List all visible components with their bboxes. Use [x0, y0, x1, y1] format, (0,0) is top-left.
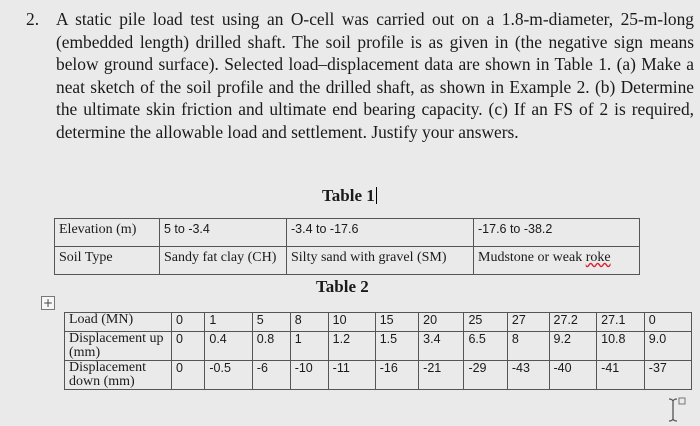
table-cell[interactable]: 6.5 [464, 332, 507, 361]
row-label[interactable]: Displacement down (mm) [65, 361, 172, 390]
table-cell[interactable]: 1.2 [328, 332, 375, 361]
table-cell[interactable]: 1.5 [375, 332, 418, 361]
table-cell[interactable]: 20 [419, 313, 464, 332]
table-cell[interactable]: -21 [419, 361, 464, 390]
table-cell[interactable]: 25 [464, 313, 507, 332]
table-cell[interactable]: 27 [507, 313, 549, 332]
table-cell[interactable]: 8 [507, 332, 549, 361]
table-move-handle-icon[interactable]: + [42, 296, 54, 310]
problem-number: 2. [26, 9, 40, 29]
table-cell[interactable]: 0 [172, 332, 205, 361]
problem-text[interactable]: A static pile load test using an O-cell was carried out on a 1.8-m-diameter, 25-m-long (embedded length) drilled shaft. The soil profile is as given in (the negative sign means below ground surface). Selected load–displacement data are shown in Table 1. (a) Make a neat sketch of the soil profile and the drilled shaft, as shown in Example 2. (b) Determine the ultimate skin friction and ultimate end bearing capacity. (c) If an FS of 2 is required, determine the allowable load and settlement. Justify your answers. [56, 9, 694, 142]
table-cell[interactable]: 1 [290, 332, 328, 361]
table-cell[interactable] [474, 247, 640, 275]
text-cursor [376, 187, 378, 204]
table1-soil-profile [54, 218, 640, 275]
table-cell[interactable]: 3.4 [419, 332, 464, 361]
table1-caption[interactable]: Table 1 [322, 186, 377, 206]
table-cell[interactable]: 9.0 [644, 332, 691, 361]
table-row [65, 313, 692, 332]
table-cell[interactable]: -3.4 to -17.6 [287, 219, 474, 247]
table-cell[interactable]: Sandy fat clay (CH) [160, 247, 287, 275]
table-cell[interactable]: -17.6 to -38.2 [474, 219, 640, 247]
table-cell[interactable]: 0 [644, 313, 691, 332]
table-row [55, 247, 640, 275]
table-cell[interactable]: 10.8 [597, 332, 645, 361]
spellcheck-flagged-word[interactable]: roke [585, 250, 611, 265]
table-cell[interactable]: -0.5 [205, 361, 252, 390]
table-cell[interactable]: 9.2 [549, 332, 597, 361]
table-cell[interactable]: 27.1 [597, 313, 645, 332]
table-cell[interactable]: 27.2 [549, 313, 597, 332]
table-row [65, 332, 692, 361]
table-cell[interactable]: -10 [290, 361, 328, 390]
table2-caption[interactable]: Table 2 [316, 277, 369, 296]
table-cell[interactable]: 5 [252, 313, 290, 332]
table-cell[interactable]: -43 [507, 361, 549, 390]
table-cell-text: Mudstone or weak roke [478, 250, 611, 265]
table-cell[interactable]: 0 [172, 313, 205, 332]
row-label[interactable]: Load (MN) [65, 313, 172, 332]
table-cell[interactable]: -29 [464, 361, 507, 390]
table-cell[interactable]: Elevation (m) [55, 219, 160, 247]
row-label[interactable]: Displacement up (mm) [65, 332, 172, 361]
table-cell[interactable]: -16 [375, 361, 418, 390]
table-row [55, 219, 640, 247]
table-cell[interactable]: -37 [644, 361, 691, 390]
table-cell[interactable]: -6 [252, 361, 290, 390]
table2-load-displacement [64, 312, 692, 390]
table-cell[interactable]: 15 [375, 313, 418, 332]
table-cell[interactable]: Silty sand with gravel (SM) [287, 247, 474, 275]
table-cell[interactable]: 10 [328, 313, 375, 332]
table-cell[interactable]: 1 [205, 313, 252, 332]
table-cell[interactable]: -41 [597, 361, 645, 390]
table-cell[interactable]: 0.8 [252, 332, 290, 361]
table-cell[interactable]: 5 to -3.4 [160, 219, 287, 247]
i-beam-cursor-icon [666, 397, 686, 423]
table-cell[interactable]: 0 [172, 361, 205, 390]
table-cell[interactable]: -11 [328, 361, 375, 390]
table-cell[interactable]: 0.4 [205, 332, 252, 361]
table-row [65, 361, 692, 390]
table-cell[interactable]: -40 [549, 361, 597, 390]
table-cell[interactable]: Soil Type [55, 247, 160, 275]
table-cell[interactable]: 8 [290, 313, 328, 332]
problem-statement [26, 8, 694, 144]
